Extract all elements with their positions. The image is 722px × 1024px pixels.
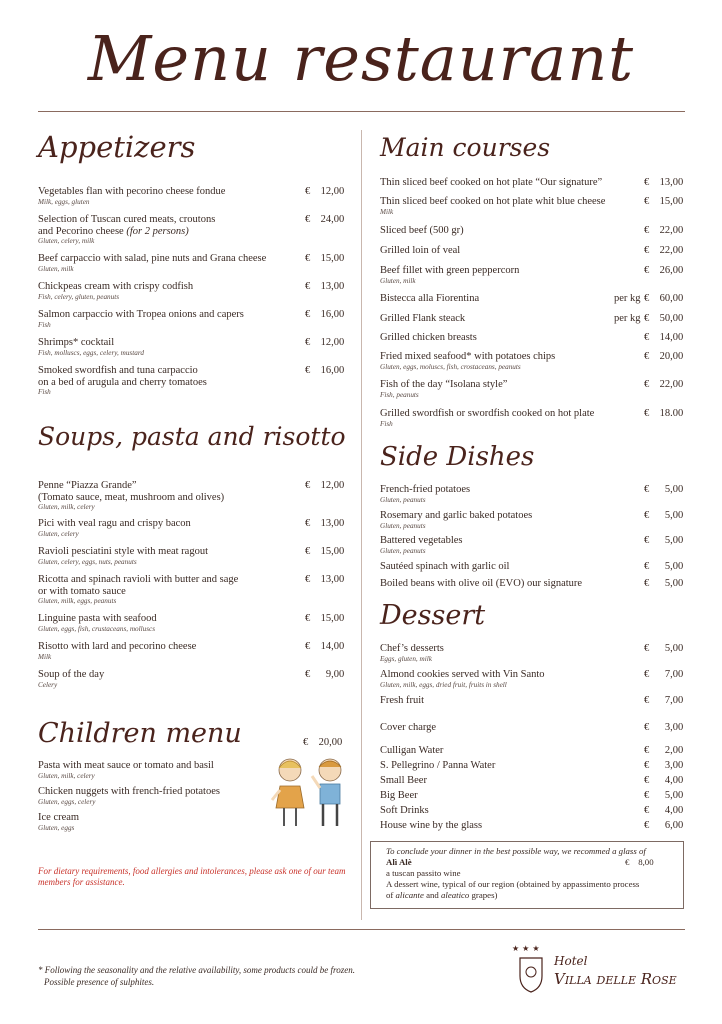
allergen-note: Fish, molluscs, eggs, celery, mustard [38, 348, 144, 357]
price-amount: 50,00 [659, 313, 684, 324]
menu-item [380, 561, 630, 573]
currency-symbol: € [305, 669, 311, 680]
top-divider [38, 111, 685, 112]
children-illustration [268, 752, 352, 832]
price-amount: 15,00 [659, 196, 684, 207]
currency-symbol: € [644, 805, 650, 816]
wine-price: € 8,00 [625, 857, 654, 867]
currency-symbol: € [644, 225, 650, 236]
price-amount: 12,00 [320, 337, 345, 348]
item-name: Big Beer [380, 790, 418, 801]
currency-symbol: € [644, 695, 650, 706]
item-price [305, 641, 344, 652]
menu-item [380, 484, 630, 505]
menu-item [38, 574, 296, 606]
item-name: S. Pellegrino / Panna Water [380, 760, 496, 771]
allergen-note: Eggs, gluten, milk [380, 654, 432, 663]
item-name: Bistecca alla Fiorentina [380, 293, 480, 304]
children-menu-price [303, 737, 342, 748]
item-price [644, 669, 683, 680]
item-price [644, 177, 683, 188]
price-amount: 5,00 [664, 643, 684, 654]
price-amount: 16,00 [320, 365, 345, 376]
item-name: Sliced beef (500 gr) [380, 225, 464, 236]
item-price [305, 337, 344, 348]
price-amount: 5,00 [664, 535, 684, 546]
item-name: Penne “Piazza Grande” [38, 480, 137, 491]
item-price [644, 805, 683, 816]
menu-item [380, 265, 630, 286]
price-amount: 60,00 [659, 293, 684, 304]
item-name: Ravioli pesciatini style with meat ragout [38, 546, 209, 557]
item-price [305, 253, 344, 264]
price-amount: 15,00 [320, 253, 345, 264]
price-amount: 14,00 [659, 332, 684, 343]
item-name: Linguine pasta with seafood [38, 613, 157, 624]
item-name: Pici with veal ragu and crispy bacon [38, 518, 191, 529]
menu-item [380, 293, 630, 305]
currency-symbol: € [644, 510, 650, 521]
currency-symbol: € [644, 293, 650, 304]
price-amount: 22,00 [659, 225, 684, 236]
item-name: Chicken nuggets with french-fried potatoes [38, 786, 220, 797]
item-price [644, 695, 683, 706]
item-price [644, 225, 683, 236]
allergen-note: Gluten, eggs, celery [38, 797, 96, 806]
item-name: Pasta with meat sauce or tomato and basil [38, 760, 214, 771]
item-price [305, 214, 344, 225]
item-name: Ice cream [38, 812, 80, 823]
currency-symbol: € [644, 265, 650, 276]
item-name: House wine by the glass [380, 820, 483, 831]
menu-item [380, 245, 630, 257]
item-price [305, 365, 344, 376]
item-name: Thin sliced beef cooked on hot plate whit blue cheese [380, 196, 606, 207]
girl-figure [272, 759, 304, 826]
menu-item [38, 760, 266, 781]
allergen-note: Gluten, eggs, fish, crustaceans, molluscs [38, 624, 155, 633]
price-amount: 5,00 [664, 578, 684, 589]
item-price [644, 408, 683, 419]
bottom-divider [38, 929, 685, 930]
item-price [644, 535, 683, 546]
currency-symbol: € [644, 643, 650, 654]
item-name: Vegetables flan with pecorino cheese fondue [38, 186, 226, 197]
per-kg-label: per kg [614, 293, 641, 304]
currency-symbol: € [644, 245, 650, 256]
currency-symbol: € [644, 775, 650, 786]
item-name: Smoked swordfish and tuna carpaccio [38, 365, 198, 376]
currency-symbol: € [305, 281, 311, 292]
item-name: Chickpeas cream with crispy codfish [38, 281, 194, 292]
allergen-note: Gluten, milk, eggs, dried fruit, fruits in shell [380, 680, 507, 689]
allergen-note: Gluten, milk, celery [38, 503, 95, 511]
item-price [644, 790, 683, 801]
item-price [644, 265, 683, 276]
allergen-note: Gluten, celery, eggs, nuts, peanuts [38, 557, 137, 566]
menu-item [38, 641, 296, 662]
item-name-line2 [38, 226, 296, 238]
price-amount: 20,00 [318, 737, 343, 748]
price-amount: 7,00 [664, 695, 684, 706]
item-name: Fried mixed seafood* with potatoes chips [380, 351, 556, 362]
item-name: Soft Drinks [380, 805, 429, 816]
item-name: Beef fillet with green peppercorn [380, 265, 520, 276]
item-name-line2 [38, 492, 296, 504]
price-amount: 24,00 [320, 214, 345, 225]
menu-item [38, 186, 296, 207]
item-price [644, 484, 683, 495]
currency-symbol: € [644, 196, 650, 207]
item-name: Chef’s desserts [380, 643, 444, 654]
price-amount: 15,00 [320, 613, 345, 624]
item-price [644, 351, 683, 362]
allergen-note: Gluten, eggs [38, 823, 75, 832]
item-portion-note: (for 2 persons) [126, 225, 189, 237]
item-price [644, 196, 683, 207]
price-amount: 20,00 [659, 351, 684, 362]
menu-item [380, 379, 630, 400]
currency-symbol: € [305, 365, 311, 376]
item-name: Grilled swordfish or swordfish cooked on hot plate [380, 408, 595, 419]
item-price [644, 313, 683, 324]
item-price [305, 574, 344, 585]
logo-hotel: Hotel [554, 954, 588, 968]
column-divider [361, 130, 362, 920]
price-amount: 3,00 [664, 722, 684, 733]
item-name-line2-text: or with tomato sauce [38, 585, 126, 597]
allergen-note: Gluten, celery, milk [38, 237, 95, 245]
item-price [644, 293, 683, 304]
item-price [644, 332, 683, 343]
menu-item [380, 351, 630, 372]
price-amount: 13,00 [659, 177, 684, 188]
item-name: Salmon carpaccio with Tropea onions and capers [38, 309, 244, 320]
menu-item [380, 669, 630, 690]
currency-symbol: € [644, 760, 650, 771]
currency-symbol: € [305, 574, 311, 585]
allergen-note: Gluten, celery [38, 529, 79, 538]
price-amount: 4,00 [664, 775, 684, 786]
item-name: Rosemary and garlic baked potatoes [380, 510, 533, 521]
price-amount: 5,00 [664, 484, 684, 495]
menu-item [380, 722, 630, 734]
price-amount: 12,00 [320, 186, 345, 197]
allergen-note: Fish [38, 388, 51, 396]
item-name: Fish of the day “Isolana style” [380, 379, 508, 390]
wine-desc-2: A dessert wine, typical of our region (obtained by appassimento process [386, 879, 640, 889]
currency-symbol: € [305, 309, 311, 320]
allergen-note: Gluten, peanuts [380, 495, 426, 504]
menu-item [380, 760, 630, 772]
price-amount: 6,00 [664, 820, 684, 831]
price-amount: 2,00 [664, 745, 684, 756]
page-title: Menu restaurant [87, 22, 635, 95]
item-price [644, 760, 683, 771]
menu-item [380, 775, 630, 787]
currency-symbol: € [644, 484, 650, 495]
item-name: Grilled chicken breasts [380, 332, 477, 343]
allergen-note: Gluten, milk [38, 264, 74, 273]
price-amount: 5,00 [664, 561, 684, 572]
menu-item [380, 510, 630, 531]
currency-symbol: € [305, 337, 311, 348]
allergen-note: Gluten, milk, eggs, peanuts [38, 597, 117, 605]
price-amount: 22,00 [659, 245, 684, 256]
item-price [644, 643, 683, 654]
item-name: Cover charge [380, 722, 437, 733]
currency-symbol: € [644, 408, 650, 419]
menu-item [380, 578, 630, 590]
price-amount: 14,00 [320, 641, 345, 652]
menu-item [38, 480, 296, 512]
item-price [644, 379, 683, 390]
item-price [305, 613, 344, 624]
item-price [644, 510, 683, 521]
price-amount: 4,00 [664, 805, 684, 816]
menu-item [380, 805, 630, 817]
allergen-note: Gluten, peanuts [380, 546, 426, 555]
item-price [644, 561, 683, 572]
currency-symbol: € [305, 214, 311, 225]
hotel-logo [512, 944, 692, 1000]
allergen-note: Gluten, eggs, moluscs, fish, crostaceans, peanuts [380, 362, 521, 371]
menu-item [38, 669, 296, 690]
price-amount: 13,00 [320, 281, 345, 292]
item-name-line2-text: and Pecorino cheese [38, 225, 124, 237]
section-children-menu: Children menu [38, 718, 242, 749]
menu-item [380, 790, 630, 802]
price-amount: 13,00 [320, 518, 345, 529]
crest-icon [516, 954, 546, 994]
section-dessert: Dessert [380, 600, 486, 631]
price-amount: 26,00 [659, 265, 684, 276]
currency-symbol: € [305, 186, 311, 197]
currency-symbol: € [644, 313, 650, 324]
boy-figure [312, 759, 341, 826]
currency-symbol: € [644, 820, 650, 831]
item-name: Thin sliced beef cooked on hot plate “Our signature” [380, 177, 603, 188]
currency-symbol: € [644, 578, 650, 589]
menu-item [38, 253, 296, 274]
dietary-note: For dietary requirements, food allergies and intolerances, please ask one of our team members for assistance. [38, 866, 346, 887]
allergen-note: Fish, peanuts [380, 390, 419, 399]
currency-symbol: € [644, 535, 650, 546]
menu-item [38, 518, 296, 539]
currency-symbol: € [644, 561, 650, 572]
item-name: Fresh fruit [380, 695, 425, 706]
currency-symbol: € [303, 737, 309, 748]
item-price [305, 480, 344, 491]
currency-symbol: € [644, 379, 650, 390]
item-name-line2 [38, 377, 296, 389]
currency-symbol: € [644, 351, 650, 362]
item-name: Ricotta and spinach ravioli with butter and sage [38, 574, 239, 585]
price-amount: 22,00 [659, 379, 684, 390]
menu-item [380, 177, 630, 189]
allergen-note: Fish [38, 320, 51, 329]
menu-item [38, 613, 296, 634]
menu-item [380, 225, 630, 237]
menu-item [38, 812, 266, 833]
menu-item [380, 332, 630, 344]
section-main-courses: Main courses [380, 133, 551, 162]
item-price [644, 722, 683, 733]
currency-symbol: € [644, 790, 650, 801]
currency-symbol: € [644, 177, 650, 188]
allergen-note: Milk [380, 207, 394, 216]
currency-symbol: € [305, 480, 311, 491]
item-price [305, 186, 344, 197]
allergen-note: Gluten, peanuts [380, 521, 426, 530]
price-amount: 9,00 [325, 669, 345, 680]
currency-symbol: € [644, 669, 650, 680]
item-price [305, 669, 344, 680]
item-name: Soup of the day [38, 669, 105, 680]
item-price [305, 546, 344, 557]
item-name: Grilled loin of veal [380, 245, 461, 256]
currency-symbol: € [305, 518, 311, 529]
currency-symbol: € [305, 613, 311, 624]
currency-symbol: € [305, 641, 311, 652]
menu-item [38, 214, 296, 246]
price-amount: 18.00 [659, 408, 684, 419]
currency-symbol: € [644, 332, 650, 343]
section-side-dishes: Side Dishes [380, 442, 535, 472]
item-price [305, 281, 344, 292]
menu-item [38, 281, 296, 302]
section-appetizers: Appetizers [38, 130, 196, 164]
price-amount: 12,00 [320, 480, 345, 491]
item-name: Small Beer [380, 775, 427, 786]
item-name: Almond cookies served with Vin Santo [380, 669, 545, 680]
menu-item [38, 337, 296, 358]
wine-recommendation-box [370, 841, 684, 909]
menu-item [38, 786, 266, 807]
footnote-frozen: * Following the seasonality and the relative availability, some products could be frozen. [38, 965, 355, 975]
item-price [644, 820, 683, 831]
currency-symbol: € [644, 745, 650, 756]
wine-desc-1: a tuscan passito wine [386, 868, 461, 878]
section-soups-pasta-risotto: Soups, pasta and risotto [38, 422, 346, 451]
item-price [644, 578, 683, 589]
item-name: Selection of Tuscan cured meats, croutons [38, 214, 216, 225]
allergen-note: Fish, celery, gluten, peanuts [38, 292, 120, 301]
logo-stars: ★★★ [512, 944, 543, 953]
menu-item [380, 745, 630, 757]
allergen-note: Celery [38, 680, 58, 689]
menu-item [380, 695, 630, 707]
footnote-sulphites: Possible presence of sulphites. [44, 977, 155, 987]
price-amount: 5,00 [664, 510, 684, 521]
allergen-note: Fish [380, 419, 393, 428]
currency-symbol: € [305, 253, 311, 264]
menu-item [380, 643, 630, 664]
menu-item [38, 309, 296, 330]
item-price [644, 775, 683, 786]
price-amount: 13,00 [320, 574, 345, 585]
item-name-line2-text: (Tomato sauce, meat, mushroom and olives) [38, 491, 225, 503]
allergen-note: Gluten, milk [380, 276, 416, 285]
item-name: Sautéed spinach with garlic oil [380, 561, 510, 572]
item-name: Shrimps* cocktail [38, 337, 115, 348]
item-name: French-fried potatoes [380, 484, 471, 495]
currency-symbol: € [305, 546, 311, 557]
item-name: Boiled beans with olive oil (EVO) our signature [380, 578, 583, 589]
item-name-line2-text: on a bed of arugula and cherry tomatoes [38, 376, 207, 388]
menu-item [38, 365, 296, 397]
item-price [305, 518, 344, 529]
menu-item [380, 535, 630, 556]
item-name: Beef carpaccio with salad, pine nuts and Grana cheese [38, 253, 267, 264]
menu-item [380, 820, 630, 832]
wine-name: Alì Alè [386, 857, 412, 867]
menu-item [380, 313, 630, 325]
currency-symbol: € [644, 722, 650, 733]
allergen-note: Milk, eggs, gluten [38, 197, 90, 206]
item-name: Culligan Water [380, 745, 444, 756]
wine-desc-3: of alicante and aleatico grapes) [386, 890, 498, 900]
item-price [644, 245, 683, 256]
allergen-note: Gluten, milk, celery [38, 771, 95, 780]
item-name-line2 [38, 586, 296, 598]
item-name: Risotto with lard and pecorino cheese [38, 641, 197, 652]
price-amount: 16,00 [320, 309, 345, 320]
price-amount: 15,00 [320, 546, 345, 557]
price-amount: 5,00 [664, 790, 684, 801]
per-kg-label: per kg [614, 313, 641, 324]
item-name: Battered vegetables [380, 535, 463, 546]
menu-item [38, 546, 296, 567]
item-name: Grilled Flank steack [380, 313, 466, 324]
price-amount: 3,00 [664, 760, 684, 771]
allergen-note: Milk [38, 652, 52, 661]
menu-item [380, 196, 630, 217]
wine-intro: To conclude your dinner in the best possible way, we recommed a glass of [386, 846, 646, 856]
menu-item [380, 408, 630, 429]
price-amount: 7,00 [664, 669, 684, 680]
item-price [305, 309, 344, 320]
item-price [644, 745, 683, 756]
logo-name: Villa delle Rose [554, 970, 677, 988]
